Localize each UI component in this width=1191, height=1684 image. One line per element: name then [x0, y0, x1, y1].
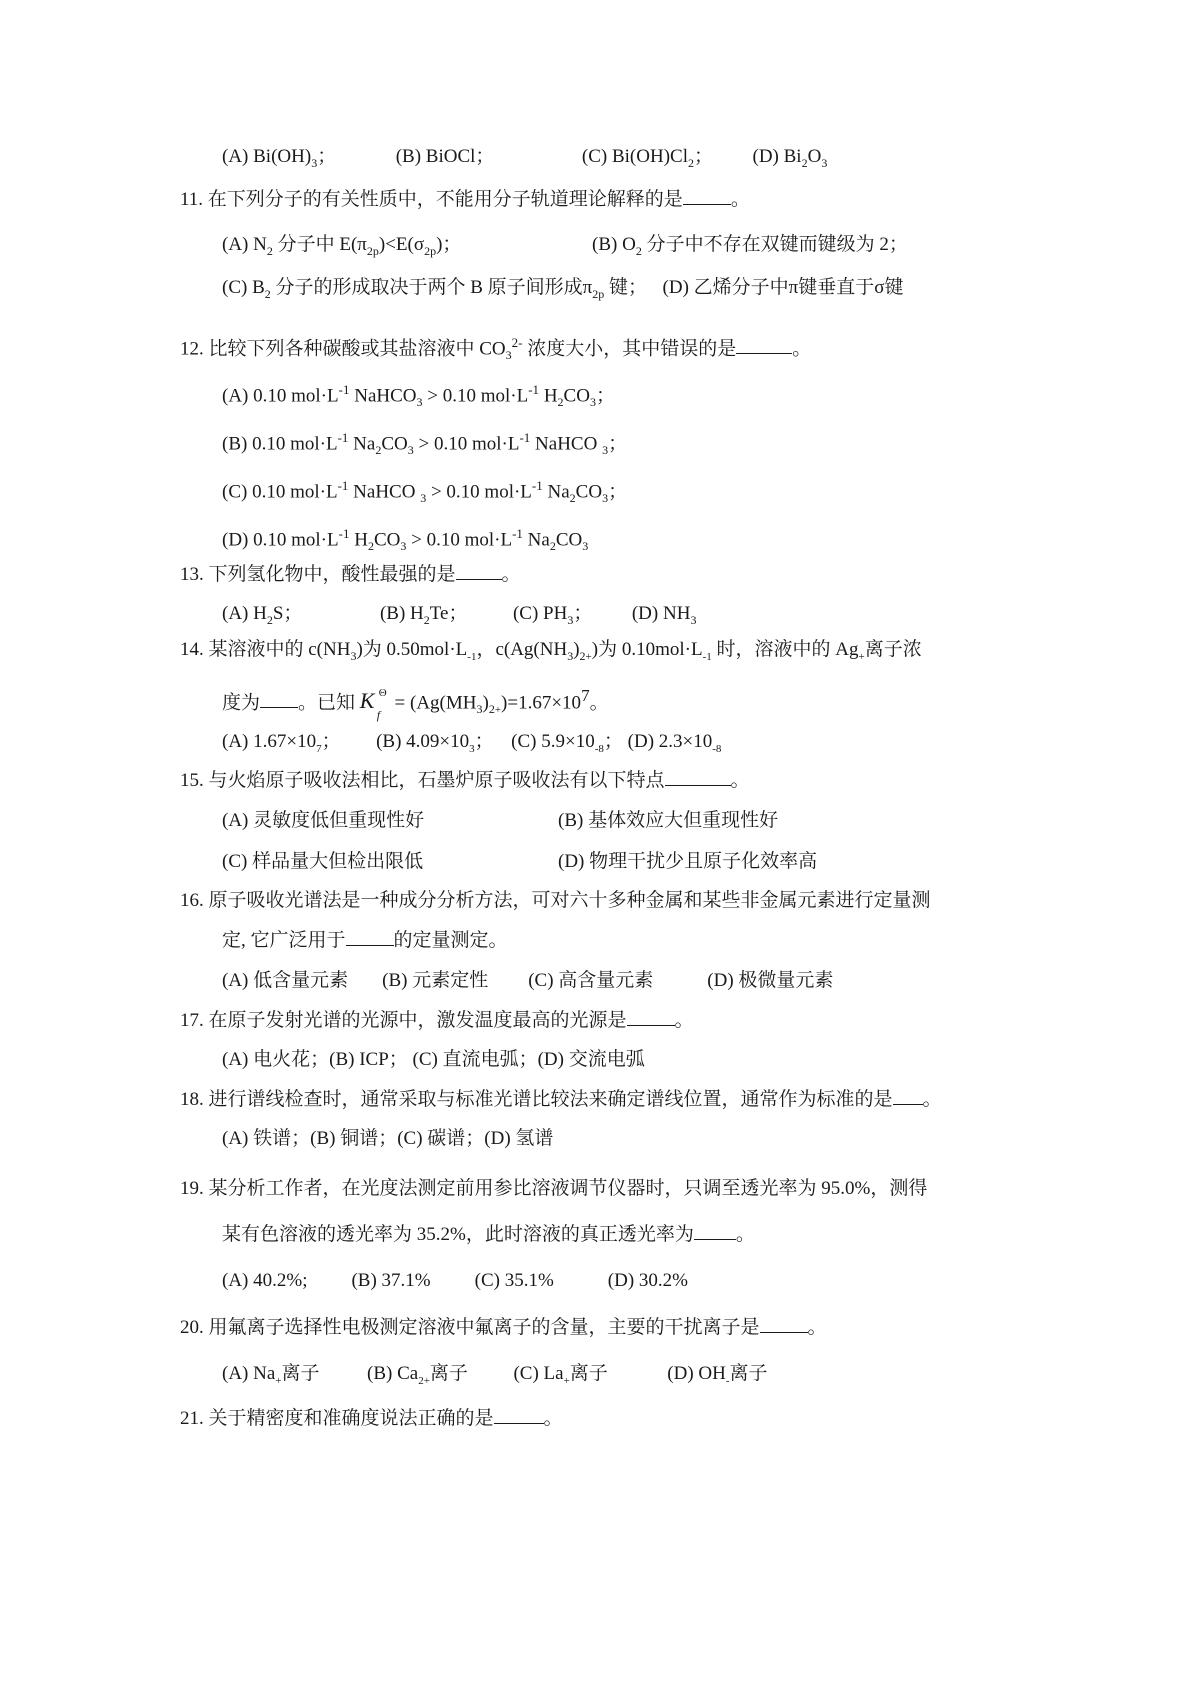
- q20-option-b: (B) $Ca_{2+}$离子: [367, 1363, 468, 1387]
- answer-blank: [683, 188, 731, 205]
- q20-options: [222, 1361, 768, 1394]
- q18-stem: 18. 进行谱线检查时，通常采取与标准光谱比较法来确定谱线位置，通常作为标准的是 。: [180, 1089, 942, 1110]
- q16-stem-line1: 16. 原子吸收光谱法是一种成分分析方法，可对六十多种金属和某些非金属元素进行定量测: [180, 890, 931, 911]
- q19-stem-line2: 某有色溶液的透光率为 35.2%，此时溶液的真正透光率为 。: [222, 1224, 755, 1245]
- q11-number: 11.: [180, 189, 204, 210]
- q15-stem: 15. 与火焰原子吸收法相比，石墨炉原子吸收法有以下特点 。: [180, 770, 750, 791]
- q20-option-c: (C) $La_+$离子: [513, 1363, 608, 1387]
- q10-option-c: (C) $Bi(OH)Cl_2$；: [581, 146, 713, 170]
- q12-stem: 12. 比较下列各种碳酸或其盐溶液中 $CO_3^{2-}$ 浓度大小，其中错误的是 。: [180, 335, 812, 363]
- q20-option-a: (A) $Na_+$离子: [222, 1363, 320, 1387]
- q20-option-d: (D) $OH_-$离子: [667, 1363, 768, 1387]
- q17-options: (A) 电火花；(B) ICP； (C) 直流电弧；(D) 交流电弧: [222, 1049, 645, 1070]
- q18-options: (A) 铁谱；(B) 铜谱；(C) 碳谱；(D) 氢谱: [222, 1128, 554, 1149]
- q19-stem-line1: 19. 某分析工作者，在光度法测定前用参比溶液调节仪器时，只调至透光率为 95.0%，测得: [180, 1178, 928, 1199]
- q13-option-a: (A) $H_2S$；: [222, 603, 303, 627]
- q16-number: 16.: [180, 890, 204, 911]
- q12-option-a: (A) 0.10 $mol\cdot L^{-1}$ NaHCO$_3$ > 0.10 $mol\cdot L^{-1}$ $H_2CO_3$；: [222, 382, 615, 410]
- q19-option-a: (A) 40.2%;: [222, 1270, 308, 1291]
- answer-blank: [627, 1009, 675, 1026]
- q15-option-c: (C) 样品量大但检出限低: [222, 851, 424, 872]
- q10-option-b: (B) BiOCl；: [395, 146, 495, 167]
- q14-option-d: (D) $2.3\times 10_{-8}$: [627, 731, 722, 755]
- answer-blank: [260, 691, 298, 708]
- q18-number: 18.: [180, 1089, 204, 1110]
- q14-number: 14.: [180, 639, 204, 660]
- q17-number: 17.: [180, 1010, 204, 1031]
- q11-option-c: (C) $B_2$ 分子的形成取决于两个 B 原子间形成$\pi_{2p}$ 键；: [222, 277, 648, 301]
- q16-options: [222, 968, 833, 994]
- q20-stem: 20. 用氟离子选择性电极测定溶液中氟离子的含量，主要的干扰离子是 。: [180, 1317, 827, 1338]
- q19-option-b: (B) 37.1%: [351, 1270, 431, 1291]
- q14-option-b: (B) $4.09\times 10_3$；: [376, 731, 494, 755]
- q13-option-c: (C) $PH_3$；: [512, 603, 593, 627]
- q12-option-c: (C) 0.10 $mol\cdot L^{-1}$ NaHCO $_3$ > 0.10 $mol\cdot L^{-1}$ $Na_2CO_3$；: [222, 478, 628, 506]
- q15-option-d: (D) 物理干扰少且原子化效率高: [558, 851, 818, 872]
- q16-stem-line2: 定, 它广泛用于 的定量测定。: [222, 930, 508, 951]
- q19-options: [222, 1268, 688, 1294]
- q13-options: [222, 601, 696, 633]
- q20-number: 20.: [180, 1317, 204, 1338]
- q14-stem-line2: 度为 。已知 K Θ f = $(Ag(MH_3)_{2+})=1.67\times 10^7$。: [222, 686, 609, 723]
- q16-option-b: (B) 元素定性: [382, 970, 489, 991]
- q14-options: [222, 729, 721, 762]
- q10-option-a: (A) $Bi(OH)_3$；: [222, 146, 337, 170]
- q12-option-b: (B) 0.10 $mol\cdot L^{-1}$ $Na_2CO_3 > 0.10$ $mol\cdot L^{-1}$ NaHCO $_3$；: [222, 430, 628, 458]
- q13-stem: 13. 下列氢化物中，酸性最强的是 。: [180, 564, 521, 585]
- q11-option-a: (A) $N_2$ 分子中 $E(\pi_{2p})<E(\sigma_{2p})$；: [222, 234, 462, 258]
- q19-number: 19.: [180, 1178, 204, 1199]
- q14-stem-line1: 14. 某溶液中的 $c(NH_3)$为 $0.50mol\cdot L_{-1}$，$c(Ag(NH_3)_{2+})$为 $0.10mol\cdot L_{-1}$ 时，溶液中的 $Ag_+$离子浓: [180, 639, 922, 663]
- q21-stem: 21. 关于精密度和准确度说法正确的是 。: [180, 1408, 563, 1429]
- answer-blank: [665, 769, 731, 786]
- q16-option-a: (A) 低含量元素: [222, 970, 349, 991]
- q15-option-b: (B) 基体效应大但重现性好: [558, 810, 779, 831]
- answer-blank: [494, 1407, 544, 1424]
- q21-number: 21.: [180, 1408, 204, 1429]
- answer-blank: [694, 1223, 736, 1240]
- q11-stem: 11. 在下列分子的有关性质中，不能用分子轨道理论解释的是 。: [180, 189, 750, 210]
- answer-blank: [736, 337, 792, 354]
- q10-option-d: (D) $Bi_2O_3$: [752, 146, 828, 170]
- q11-option-d: (D) 乙烯分子中π键垂直于σ键: [662, 277, 904, 298]
- q15-number: 15.: [180, 770, 204, 791]
- q16-option-c: (C) 高含量元素: [528, 970, 654, 991]
- q16-option-d: (D) 极微量元素: [707, 970, 834, 991]
- q11-option-c-d: [222, 275, 904, 307]
- q11-option-b: (B) $O_2$ 分子中不存在双键而键级为 2；: [592, 234, 908, 258]
- answer-blank: [893, 1088, 923, 1105]
- k-f-theta-symbol: K Θ f: [359, 687, 387, 723]
- q19-option-c: (C) 35.1%: [474, 1270, 554, 1291]
- answer-blank: [346, 929, 394, 946]
- q19-option-d: (D) 30.2%: [607, 1270, 688, 1291]
- answer-blank: [760, 1316, 808, 1333]
- q13-option-b: (B) $H_2Te$；: [379, 603, 468, 627]
- q14-option-a: (A) $1.67\times 10_7$；: [222, 731, 341, 755]
- q17-stem: 17. 在原子发射光谱的光源中，激发温度最高的光源是 。: [180, 1010, 694, 1031]
- q13-option-d: (D) $NH_3$: [631, 603, 697, 627]
- q12-option-d: (D) 0.10 $mol\cdot L^{-1}$ $H_2CO_3 > 0.10$ $mol\cdot L^{-1}$ $Na_2CO_3$: [222, 526, 589, 554]
- q15-option-a: (A) 灵敏度低但重现性好: [222, 810, 425, 831]
- q12-number: 12.: [180, 338, 204, 360]
- answer-blank: [456, 563, 502, 580]
- q13-number: 13.: [180, 564, 204, 585]
- q14-option-c: (C) $5.9\times 10_{-8}$；: [511, 731, 623, 755]
- q10-options: [222, 144, 827, 176]
